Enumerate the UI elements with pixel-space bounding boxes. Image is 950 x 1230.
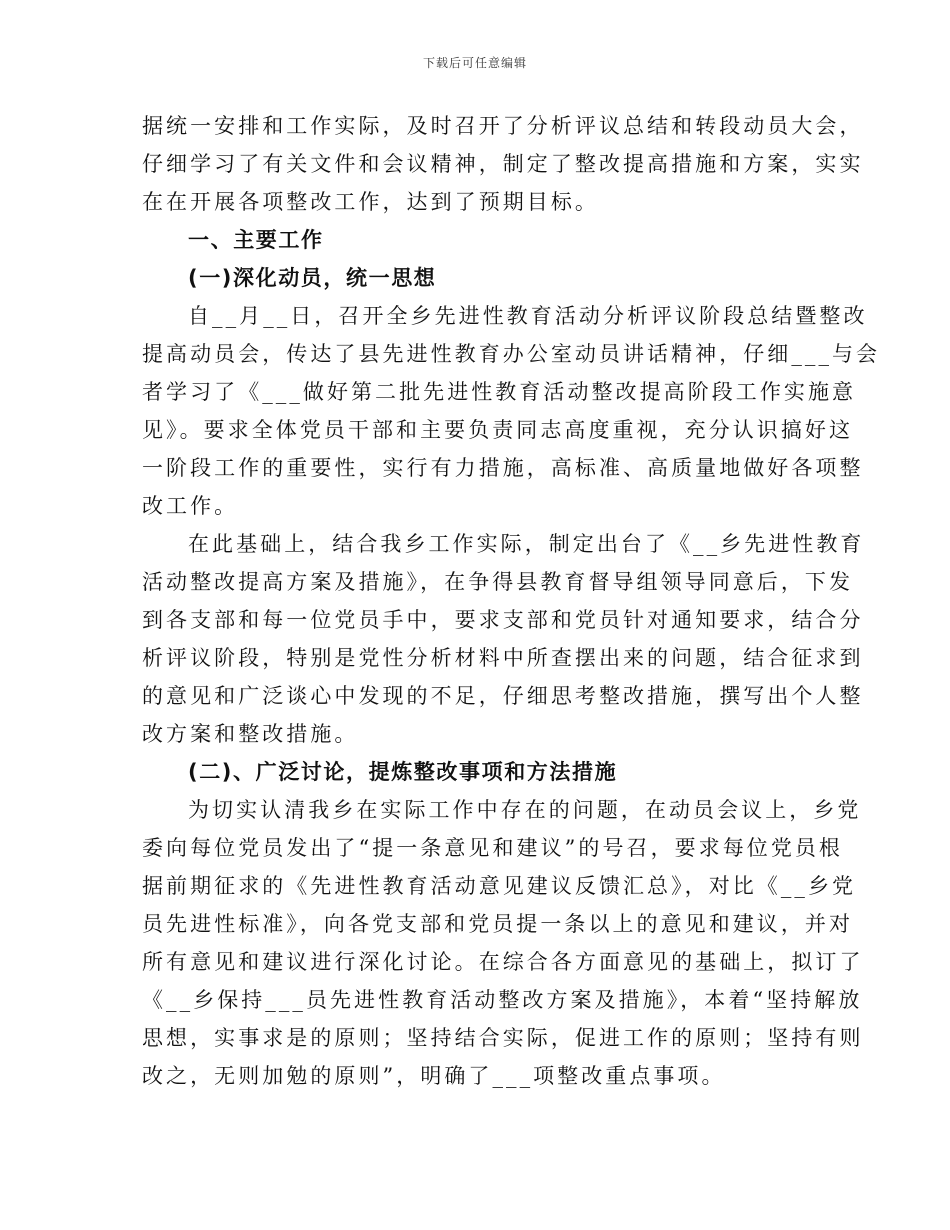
body-text-line: 据统一安排和工作实际，及时召开了分析评议总结和转段动员大会， [142, 114, 864, 138]
body-text-line: 员先进性标准》，向各党支部和党员提一条以上的意见和建议，并对 [142, 912, 853, 936]
body-text-line: 活动整改提高方案及措施》，在争得县教育督导组领导同意后，下发 [142, 570, 853, 594]
body-text-line: 所有意见和建议进行深化讨论。在综合各方面意见的基础上，拟订了 [142, 950, 864, 974]
body-text-line: 仔细学习了有关文件和会议精神，制定了整改提高措施和方案，实实 [142, 152, 864, 176]
document-body [142, 107, 881, 1095]
subsection-heading-2: (二)、广泛讨论，提炼整改事项和方法措施 [188, 760, 618, 784]
body-text-line: 改工作。 [142, 494, 239, 518]
body-text-line: 改之，无则加勉的原则”，明确了___项整改重点事项。 [142, 1064, 726, 1088]
body-text-line: 《__乡保持___员先进性教育活动整改方案及措施》，本着“坚持解放 [142, 988, 863, 1012]
page-header-note: 下载后可任意编辑 [422, 56, 527, 70]
body-text-line: 提高动员会，传达了县先进性教育办公室动员讲话精神，仔细___与会 [142, 342, 881, 366]
body-text-line: 者学习了《___做好第二批先进性教育活动整改提高阶段工作实施意 [142, 380, 857, 404]
body-text-line: 析评议阶段，特别是党性分析材料中所查摆出来的问题，结合征求到 [142, 646, 864, 670]
body-text-line: 一阶段工作的重要性，实行有力措施，高标准、高质量地做好各项整 [142, 456, 864, 480]
section-heading-main-work: 一、主要工作 [188, 228, 324, 252]
paragraph-first-line: 在此基础上，结合我乡工作实际，制定出台了《__乡先进性教育 [188, 532, 865, 556]
body-text-line: 改方案和整改措施。 [142, 722, 359, 746]
body-text-line: 见》。要求全体党员干部和主要负责同志高度重视，充分认识搞好这 [142, 418, 853, 442]
paragraph-first-line: 为切实认清我乡在实际工作中存在的问题，在动员会议上，乡党 [188, 798, 862, 822]
body-text-line: 的意见和广泛谈心中发现的不足，仔细思考整改措施，撰写出个人整 [142, 684, 864, 708]
body-text-line: 到各支部和每一位党员手中，要求支部和党员针对通知要求，结合分 [142, 608, 864, 632]
body-text-line: 据前期征求的《先进性教育活动意见建议反馈汇总》，对比《__乡党 [142, 874, 857, 898]
body-text-line: 在在开展各项整改工作，达到了预期目标。 [142, 190, 599, 214]
body-text-line: 思想，实事求是的原则；坚持结合实际，促进工作的原则；坚持有则 [142, 1026, 864, 1050]
subsection-heading-1: (一)深化动员，统一思想 [188, 266, 437, 290]
paragraph-first-line: 自__月__日，召开全乡先进性教育活动分析评议阶段总结暨整改 [188, 304, 868, 328]
body-text-line: 委向每位党员发出了“提一条意见和建议”的号召，要求每位党员根 [142, 836, 843, 860]
